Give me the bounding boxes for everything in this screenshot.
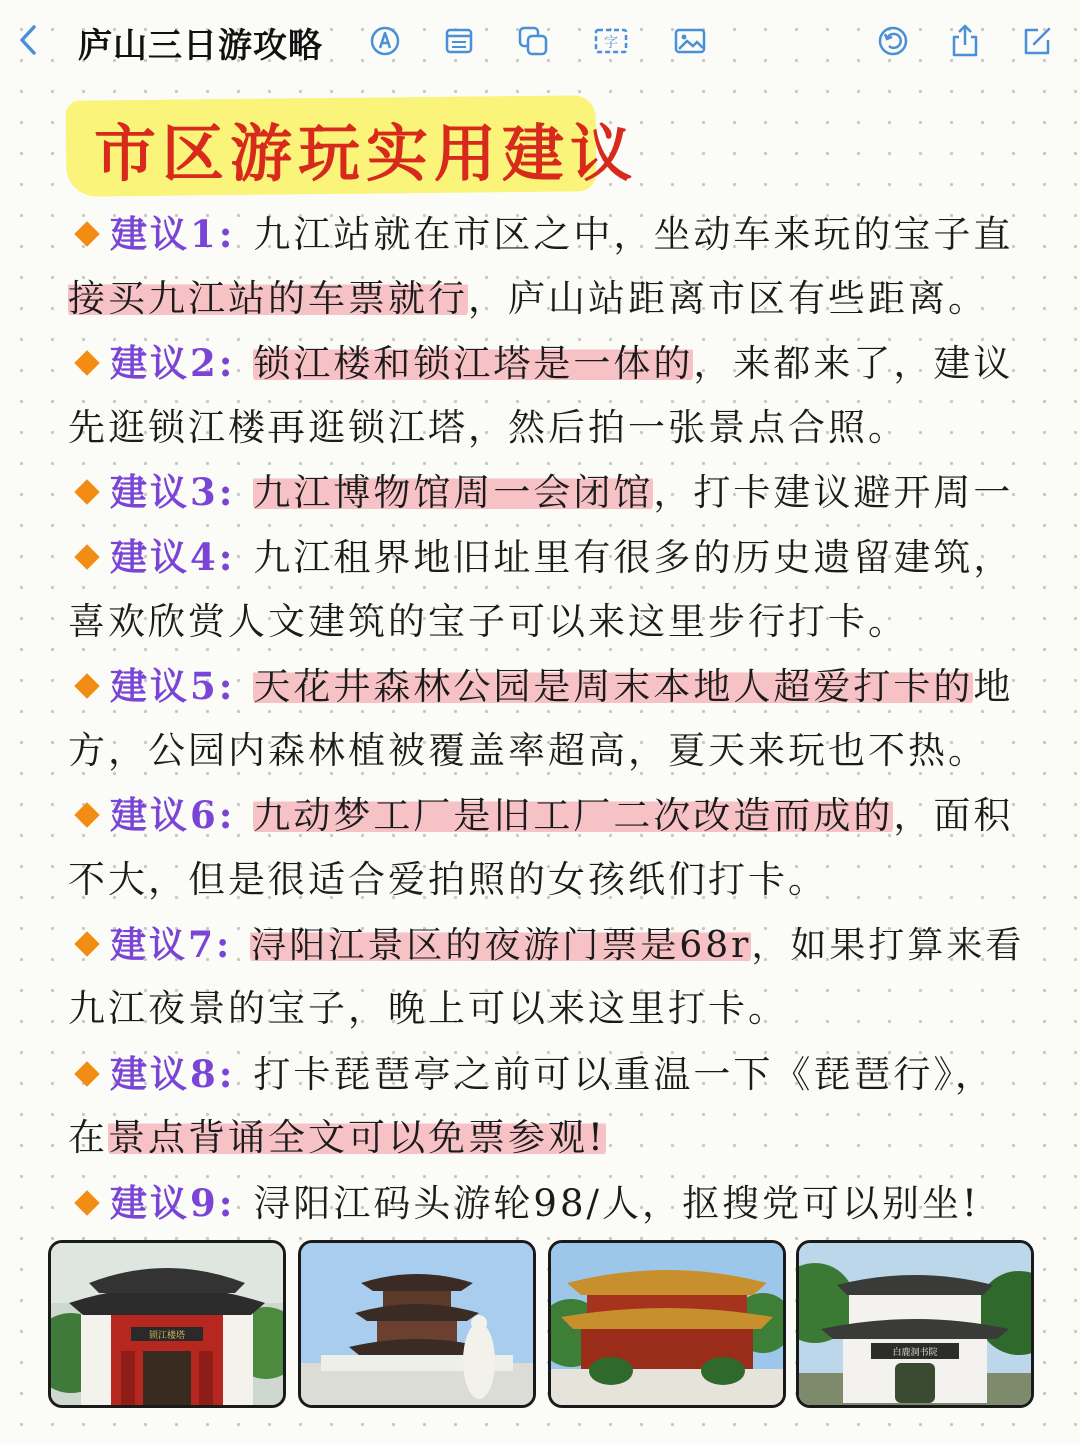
tip-line-continuation bbox=[68, 1108, 606, 1168]
pen-icon bbox=[368, 24, 402, 58]
tip-line-continuation bbox=[68, 398, 908, 458]
tip-text: ，如果打算来看 bbox=[751, 925, 1025, 966]
diamond-bullet-icon bbox=[74, 479, 99, 504]
tip-line-continuation bbox=[68, 721, 988, 781]
tip-line-first bbox=[70, 204, 1013, 264]
photo-bailudong-gate[interactable] bbox=[796, 1240, 1034, 1408]
tip-text: ，庐山站距离市区有些距离。 bbox=[468, 277, 988, 320]
tip-line-first bbox=[70, 656, 1013, 716]
tip-line-first bbox=[70, 785, 1013, 845]
page-heading: 市区游玩实用建议 bbox=[94, 117, 639, 190]
highlighted-text: 九江博物馆周一会闭馆 bbox=[253, 471, 654, 514]
highlighted-text: 九动梦工厂是旧工厂二次改造而成的 bbox=[253, 794, 894, 837]
highlighted-text: 天花井森林公园是周末本地人超爱打卡的 bbox=[253, 665, 974, 708]
tip-label: 建议2: bbox=[110, 341, 236, 385]
top-toolbar bbox=[0, 0, 1080, 84]
tip-text: 九江夜景的宝子，晚上可以来这里打卡。 bbox=[68, 987, 788, 1030]
text-box-tool-button[interactable] bbox=[592, 22, 630, 60]
image-tool-button[interactable] bbox=[672, 22, 710, 60]
tip-line-first bbox=[70, 333, 1013, 393]
share-icon bbox=[948, 23, 982, 59]
diamond-bullet-icon bbox=[74, 1061, 99, 1086]
document-title: 庐山三日游攻略 bbox=[78, 26, 323, 66]
gate-sign-text: 白鹿洞书院 bbox=[892, 1348, 938, 1358]
tip-label: 建议4: bbox=[110, 535, 236, 579]
tip-line-first bbox=[70, 1173, 980, 1233]
highlighted-text: 锁江楼和锁江塔是一体的 bbox=[253, 342, 694, 385]
tip-line-first bbox=[70, 527, 1013, 587]
share-button[interactable] bbox=[946, 22, 984, 60]
edit-button[interactable] bbox=[1018, 22, 1056, 60]
note-icon bbox=[442, 24, 476, 58]
tip-line-first bbox=[70, 915, 1024, 975]
tip-line-continuation bbox=[68, 850, 828, 910]
tip-text: 方，公园内森林植被覆盖率超高，夏天来玩也不热。 bbox=[68, 729, 988, 772]
edit-icon bbox=[1020, 24, 1054, 58]
tip-line-continuation bbox=[68, 979, 788, 1039]
tip-label: 建议3: bbox=[110, 470, 236, 514]
photo-suojiang-gate[interactable] bbox=[48, 1240, 286, 1408]
highlighted-text: 浔阳江景区的夜游门票是68r bbox=[250, 925, 752, 966]
tip-label: 建议5: bbox=[110, 664, 236, 708]
tip-text: ，打卡建议避开周一 bbox=[653, 471, 1014, 514]
tip-text: 地 bbox=[973, 665, 1014, 708]
text-box-icon bbox=[593, 24, 629, 58]
svg-text:字: 字 bbox=[604, 35, 618, 51]
diamond-bullet-icon bbox=[74, 931, 99, 956]
undo-icon bbox=[876, 24, 910, 58]
diamond-bullet-icon bbox=[74, 673, 99, 698]
tip-line-continuation bbox=[68, 269, 988, 329]
gate-sign-text: 锁江楼塔 bbox=[148, 1331, 186, 1341]
undo-button[interactable] bbox=[874, 22, 912, 60]
highlighted-text: 接买九江站的车票就行 bbox=[68, 277, 468, 320]
tip-label: 建议7: bbox=[110, 924, 233, 966]
tip-label: 建议1: bbox=[110, 212, 236, 256]
highlighted-text: 景点背诵全文可以免票参观! bbox=[108, 1116, 606, 1159]
photo-pavilion-statue[interactable] bbox=[298, 1240, 536, 1408]
tip-label: 建议9: bbox=[110, 1181, 236, 1225]
tip-text: ，面积 bbox=[893, 794, 1014, 837]
photo-temple-hall[interactable] bbox=[548, 1240, 786, 1408]
tip-text: 在 bbox=[68, 1116, 108, 1159]
tip-text: 九江站就在市区之中，坐动车来玩的宝子直 bbox=[253, 213, 1014, 256]
tip-line-first bbox=[70, 1044, 995, 1104]
note-tool-button[interactable] bbox=[440, 22, 478, 60]
image-icon bbox=[673, 24, 709, 58]
diamond-bullet-icon bbox=[74, 221, 99, 246]
diamond-bullet-icon bbox=[74, 544, 99, 569]
diamond-bullet-icon bbox=[74, 802, 99, 827]
tip-text: 先逛锁江楼再逛锁江塔，然后拍一张景点合照。 bbox=[68, 406, 908, 449]
tip-text: 不大，但是很适合爱拍照的女孩纸们打卡。 bbox=[68, 858, 828, 901]
diamond-bullet-icon bbox=[74, 1190, 99, 1215]
photo-row bbox=[48, 1240, 1032, 1406]
tip-text: 打卡琵琶亭之前可以重温一下《琵琶行》， bbox=[253, 1053, 995, 1096]
back-button[interactable] bbox=[10, 20, 46, 60]
tip-text: ，来都来了，建议 bbox=[693, 342, 1014, 385]
diamond-bullet-icon bbox=[74, 350, 99, 375]
tip-line-continuation bbox=[68, 592, 908, 652]
shape-icon bbox=[516, 24, 550, 58]
chevron-left-icon bbox=[17, 23, 39, 57]
tip-label: 建议6: bbox=[110, 793, 236, 837]
tip-label: 建议8: bbox=[110, 1052, 236, 1096]
shape-tool-button[interactable] bbox=[514, 22, 552, 60]
tip-text: 浔阳江码头游轮98/人，抠搜党可以别坐! bbox=[253, 1182, 980, 1225]
tip-text: 喜欢欣赏人文建筑的宝子可以来这里步行打卡。 bbox=[68, 600, 908, 643]
tip-text: 九江租界地旧址里有很多的历史遗留建筑， bbox=[253, 536, 1014, 579]
tip-line-first bbox=[70, 462, 1013, 522]
pen-tool-button[interactable] bbox=[366, 22, 404, 60]
